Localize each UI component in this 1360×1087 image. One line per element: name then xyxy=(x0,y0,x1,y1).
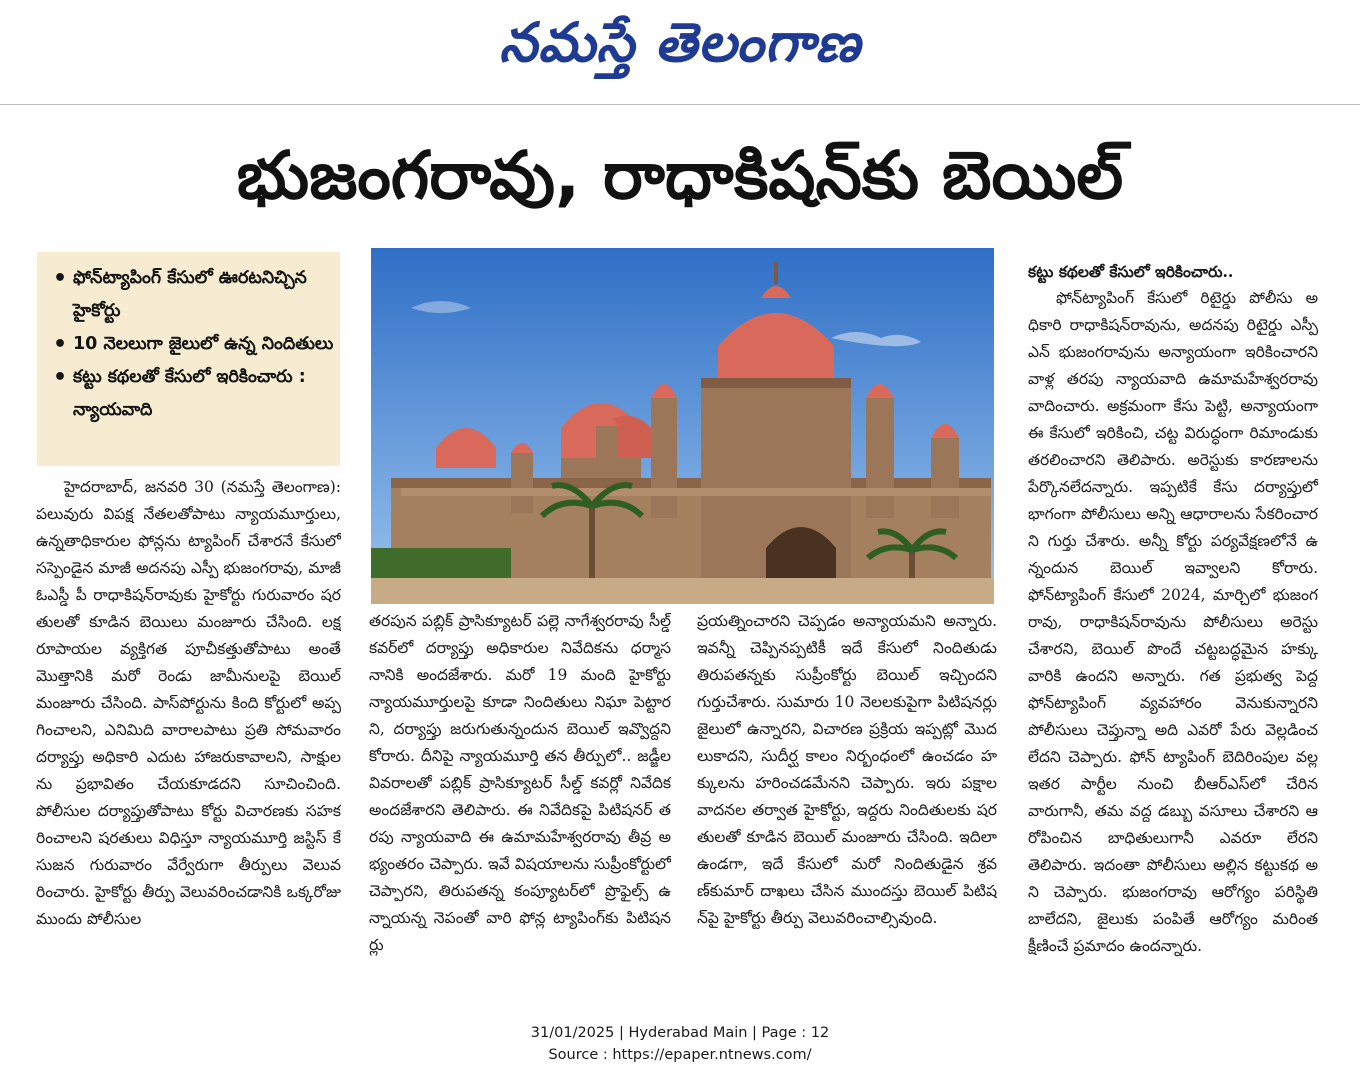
article-column-4-text: ఫోన్‌ట్యాపింగ్‌ కేసులో రిటైర్డు పోలీసు అధికారి రాధాకిషన్‌రావును, అదనపు రిటైర్డు ఎస్పీ ఎన్‌ భుజంగరావును అన్యాయంగా ఇరికించారని వాళ్ల తరపు న్యాయవాది ఉమామహేశ్వరరావు వాదించారు. అక్రమంగా కేసు పెట్టి, అన్యాయంగా ఈ కేసులో ఇరికించి, చట్ట విరుద్ధంగా రిమాండుకు తరలించారని తెలిపారు. అరెస్టుకు కారణాలను పేర్కొనలేదన్నారు. ఇప్పటికే కేసు దర్యాప్తులో భాగంగా పోలీసులు అన్ని ఆధారాలను సేకరించారని గుర్తు చేశారు. అన్నీ కోర్టు పర్యవేక్షణలోనే ఉన్నందున బెయిల్‌ ఇవ్వాలని కోరారు. ఫోన్‌ట్యాపింగ్‌ కేసులో 2024, మార్చిలో భుజంగరావు, రాధాకిషన్‌రావును పోలీసులు అరెస్టు చేశారని, బెయిల్‌ పొందే చట్టబద్ధమైన హక్కు వారికి ఉందని అన్నారు. గత ప్రభుత్వ పెద్ద ఫోన్‌ట్యాపింగ్‌ వ్యవహారం వెనుకున్నారని పోలీసులు చెప్తున్నా అది ఎవరో పేరు వెల్లడించలేదని చెప్పారు. ఫోన్‌ ట్యాపింగ్‌ బెదిరింపుల వల్ల ఇతర పార్టీల నుంచి బీఆర్‌ఎస్‌లో చేరిన వారుగానీ, తమ వద్ద డబ్బు వసూలు చేశారని ఆరోపించిన బాధితులుగానీ ఎవరూ లేరని తెలిపారు. ఇదంతా పోలీసులు అల్లిన కట్టుకథ అని చెప్పారు. భుజంగరావు ఆరోగ్యం పరిస్థితి బాలేదని, జైలుకు పంపితే ఆరోగ్యం మరింత క్షీణించే ప్రమాదం ఉందన్నారు. xyxy=(1028,289,1318,955)
high-court-building-photo xyxy=(371,248,994,604)
masthead xyxy=(0,0,1360,105)
source-link[interactable]: Source : https://epaper.ntnews.com/ xyxy=(548,1047,812,1063)
page-footer xyxy=(0,1022,1360,1066)
page-headline: భుజంగరావు, రాధాకిషన్‌కు బెయిల్ xyxy=(236,137,1124,214)
edition-info: 31/01/2025 | Hyderabad Main | Page : 12 xyxy=(530,1025,830,1041)
article-column-3: ప్రయత్నించారని చెప్పడం అన్యాయమని అన్నారు. ఇవన్నీ చెప్పినప్పటికీ ఇదే కేసులో నిందితుడు తిరుపతన్నకు సుప్రీంకోర్టు బెయిల్‌ ఇచ్చిందని గుర్తుచేశారు. సుమారు 10 నెలలకుపైగా పిటిషనర్లు జైలులో ఉన్నారని, విచారణ ప్రక్రియ ఇప్పట్లో మొదలుకాదని, సుదీర్ఘ కాలం నిర్బంధంలో ఉంచడం హక్కులను హరించడమేనని చెప్పారు. ఇరు పక్షాల వాదనల తర్వాత హైకోర్టు, ఇద్దరు నిందితులకు షరతులతో కూడిన బెయిల్‌ మంజూరు చేసింది. ఇదిలా ఉండగా, ఇదే కేసులో మరో నిందితుడైన శ్రవణ్‌కుమార్‌ దాఖలు చేసిన ముందస్తు బెయిల్‌ పిటిషన్‌పై హైకోర్టు తీర్పు వెలువరించాల్సివుంది. xyxy=(697,612,997,927)
newspaper-logo: నమస్తే తెలంగాణ xyxy=(499,11,861,74)
bullet-icon: • xyxy=(53,266,68,291)
bullet-icon: • xyxy=(53,365,68,390)
highlights-box xyxy=(37,252,340,466)
highlight-text: 10 నెలలుగా జైలులో ఉన్న నిందితులు xyxy=(73,334,334,354)
highlight-item xyxy=(53,262,334,328)
bullet-icon: • xyxy=(53,332,68,357)
highlight-item xyxy=(53,328,334,361)
article-subheading: కట్టు కథలతో కేసులో ఇరికించారు.. xyxy=(1028,262,1234,281)
article-column-1: హైదరాబాద్‌, జనవరి 30 (నమస్తే తెలంగాణ): పలువురు విపక్ష నేతలతోపాటు న్యాయమూర్తులు, ఉన్నతాధికారుల ఫోన్లను ట్యాపింగ్‌ చేశారనే కేసులో సస్పెండైన మాజీ అదనపు ఎస్పీ భుజంగరావు, మాజీ ఓఎస్డీ పీ రాధాకిషన్‌రావుకు హైకోర్టు గురువారం షరతులతో కూడిన బెయిలు మంజూరు చేసింది. లక్ష రూపాయల వ్యక్తిగత పూచీకత్తుతోపాటు అంతే మొత్తానికి మరో రెండు జామీనులపై బెయిల్‌ మంజూరు చేసింది. పాస్‌పోర్టును కింది కోర్టులో అప్పగించాలని, ఎనిమిది వారాలపాటు ప్రతి సోమవారం దర్యాప్తు అధికారి ఎదుట హాజరుకావాలని, సాక్షులను ప్రభావితం చేయకూడదని సూచించింది. పోలీసుల దర్యాప్తుతోపాటు కోర్టు విచారణకు సహకరించాలని షరతులు విధిస్తూ న్యాయమూర్తి జస్టిస్‌ కే సుజన గురువారం వేర్వేరుగా తీర్పులు వెలువరించారు. హైకోర్టు తీర్పు వెలువరించడానికి ఒక్కరోజు ముందు పోలీసుల xyxy=(36,478,341,928)
article-column-4 xyxy=(1028,258,1318,1006)
article-column-2: తరపున పబ్లిక్‌ ప్రాసిక్యూటర్‌ పల్లె నాగేశ్వరరావు సీల్డ్‌ కవర్‌లో దర్యాప్తు అధికారుల నివేదికను ధర్మాసనానికి అందజేశారు. మరో 19 మంది హైకోర్టు న్యాయమూర్తులపై కూడా నిందితులు నిఘా పెట్టారని, దర్యాప్తు జరుగుతున్నందున బెయిల్‌ ఇవ్వొద్దని కోరారు. దీనిపై న్యాయమూర్తి తన తీర్పులో.. జడ్జీల వివరాలతో పబ్లిక్‌ ప్రాసిక్యూటర్‌ సీల్డ్‌ కవర్లో నివేదిక అందజేశారని తెలిపారు. ఈ నివేదికపై పిటిషనర్‌ తరపు న్యాయవాది ఈ ఉమామహేశ్వరరావు తీవ్ర అభ్యంతరం చెప్పారు. ఇవే విషయాలను సుప్రీంకోర్టులో చెప్పారని, తిరుపతన్న కంప్యూటర్‌లో ప్రొఫైల్స్‌ ఉన్నాయన్న నెపంతో వారి ఫోన్ల ట్యాపింగ్‌కు పిటిషనర్లు xyxy=(369,612,671,954)
highlight-item xyxy=(53,361,334,427)
highlight-text: ఫోన్‌ట్యాపింగ్‌ కేసులో ఊరటనిచ్చిన హైకోర్టు xyxy=(73,268,307,321)
highlight-text: కట్టు కథలతో కేసులో ఇరికించారు : న్యాయవాది xyxy=(73,367,306,420)
